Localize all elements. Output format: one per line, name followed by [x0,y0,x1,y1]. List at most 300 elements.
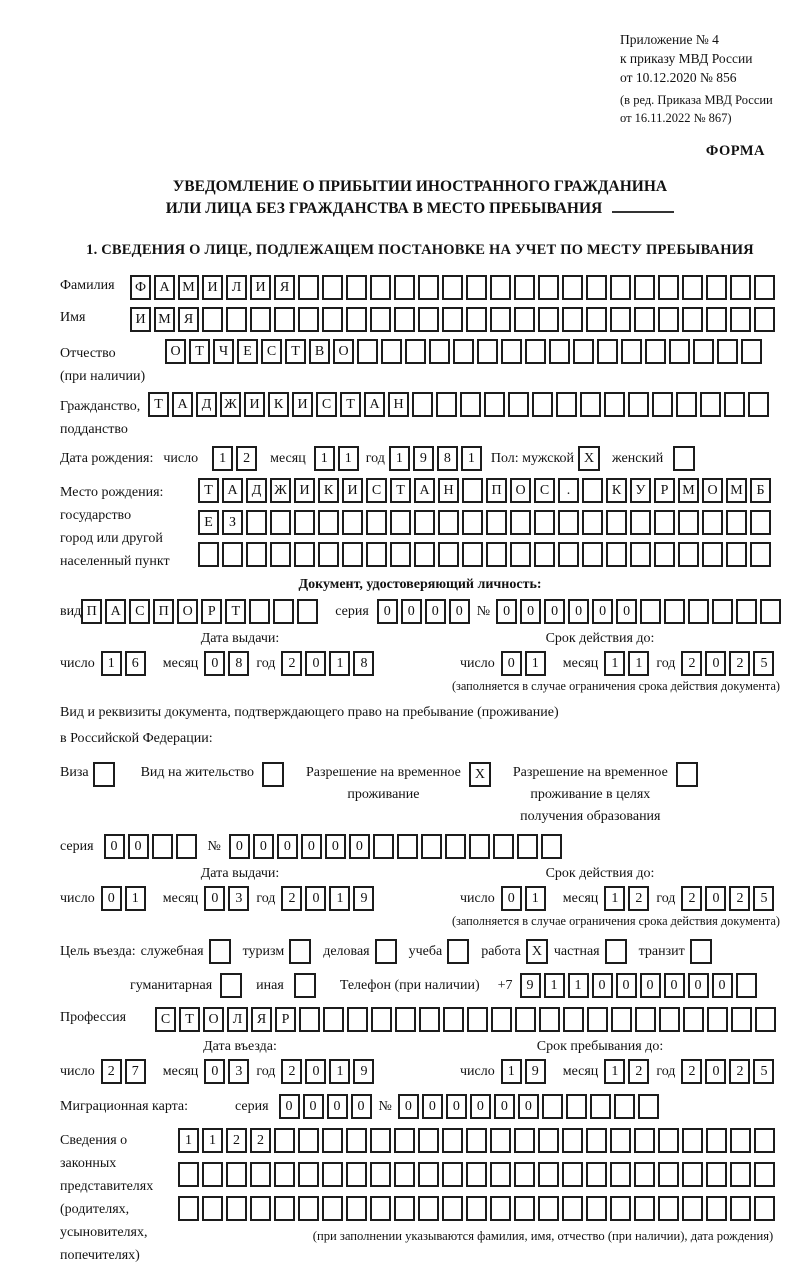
char-cell[interactable]: 0 [301,834,322,859]
purpose-other-checkbox[interactable] [294,973,316,998]
male-checkbox[interactable]: X [578,446,600,471]
char-cell[interactable] [270,542,291,567]
char-cell[interactable] [586,1196,607,1221]
char-cell[interactable]: 1 [544,973,565,998]
char-cell[interactable]: 1 [338,446,359,471]
char-cell[interactable] [514,1128,535,1153]
char-cell[interactable] [634,1196,655,1221]
char-cell[interactable] [249,599,270,624]
char-cell[interactable]: 0 [568,599,589,624]
char-cell[interactable] [445,834,466,859]
char-cell[interactable] [418,1196,439,1221]
char-cell[interactable]: 0 [664,973,685,998]
char-cell[interactable] [294,542,315,567]
char-cell[interactable]: Я [274,275,295,300]
char-cell[interactable]: Ж [270,478,291,503]
char-cell[interactable] [226,307,247,332]
char-cell[interactable]: С [534,478,555,503]
char-cell[interactable] [730,307,751,332]
char-cell[interactable]: 0 [449,599,470,624]
residence-permit-checkbox[interactable] [262,762,284,787]
char-cell[interactable] [490,275,511,300]
char-cell[interactable] [730,275,751,300]
char-cell[interactable]: 0 [640,973,661,998]
char-cell[interactable]: 0 [425,599,446,624]
char-cell[interactable]: 0 [305,651,326,676]
char-cell[interactable]: 2 [729,651,750,676]
char-cell[interactable] [510,542,531,567]
char-cell[interactable] [658,1196,679,1221]
char-cell[interactable] [370,275,391,300]
char-cell[interactable]: 0 [501,886,522,911]
char-cell[interactable] [754,1128,775,1153]
char-cell[interactable] [563,1007,584,1032]
char-cell[interactable] [587,1007,608,1032]
char-cell[interactable] [562,1196,583,1221]
char-cell[interactable]: . [558,478,579,503]
char-cell[interactable]: О [165,339,186,364]
char-cell[interactable]: Е [198,510,219,535]
char-cell[interactable] [515,1007,536,1032]
char-cell[interactable] [586,1162,607,1187]
char-cell[interactable]: П [81,599,102,624]
char-cell[interactable]: 0 [501,651,522,676]
char-cell[interactable] [442,307,463,332]
char-cell[interactable] [501,339,522,364]
char-cell[interactable] [517,834,538,859]
char-cell[interactable]: 1 [314,446,335,471]
char-cell[interactable] [562,1128,583,1153]
char-cell[interactable] [682,1162,703,1187]
char-cell[interactable]: Ж [220,392,241,417]
char-cell[interactable]: Т [198,478,219,503]
char-cell[interactable] [273,599,294,624]
char-cell[interactable] [510,510,531,535]
char-cell[interactable] [562,1162,583,1187]
char-cell[interactable]: 1 [329,651,350,676]
char-cell[interactable]: 0 [325,834,346,859]
char-cell[interactable] [395,1007,416,1032]
female-checkbox[interactable] [673,446,695,471]
char-cell[interactable] [397,834,418,859]
char-cell[interactable] [246,542,267,567]
char-cell[interactable] [477,339,498,364]
char-cell[interactable]: Л [227,1007,248,1032]
char-cell[interactable]: Р [201,599,222,624]
char-cell[interactable] [736,973,757,998]
char-cell[interactable]: О [333,339,354,364]
char-cell[interactable] [298,1128,319,1153]
char-cell[interactable] [582,510,603,535]
char-cell[interactable]: С [316,392,337,417]
char-cell[interactable] [466,275,487,300]
char-cell[interactable] [250,307,271,332]
char-cell[interactable]: И [202,275,223,300]
char-cell[interactable]: Е [237,339,258,364]
char-cell[interactable] [514,1196,535,1221]
char-cell[interactable]: 1 [202,1128,223,1153]
char-cell[interactable] [346,1128,367,1153]
char-cell[interactable]: Я [251,1007,272,1032]
char-cell[interactable]: 2 [226,1128,247,1153]
char-cell[interactable]: А [172,392,193,417]
char-cell[interactable] [274,307,295,332]
char-cell[interactable]: С [261,339,282,364]
char-cell[interactable] [706,1196,727,1221]
char-cell[interactable] [645,339,666,364]
char-cell[interactable]: 0 [520,599,541,624]
char-cell[interactable] [750,510,771,535]
char-cell[interactable] [250,1196,271,1221]
char-cell[interactable]: Л [226,275,247,300]
char-cell[interactable] [274,1128,295,1153]
char-cell[interactable]: 2 [101,1059,122,1084]
char-cell[interactable] [654,510,675,535]
char-cell[interactable] [394,275,415,300]
char-cell[interactable]: 0 [688,973,709,998]
char-cell[interactable] [322,1128,343,1153]
char-cell[interactable]: 0 [496,599,517,624]
char-cell[interactable]: 0 [616,599,637,624]
char-cell[interactable]: Ф [130,275,151,300]
char-cell[interactable] [634,1162,655,1187]
char-cell[interactable]: И [250,275,271,300]
char-cell[interactable] [628,392,649,417]
char-cell[interactable] [462,478,483,503]
char-cell[interactable] [486,542,507,567]
char-cell[interactable] [688,599,709,624]
char-cell[interactable]: М [178,275,199,300]
char-cell[interactable] [712,599,733,624]
char-cell[interactable]: 0 [616,973,637,998]
char-cell[interactable] [634,275,655,300]
char-cell[interactable] [202,1162,223,1187]
char-cell[interactable]: И [342,478,363,503]
char-cell[interactable]: Т [390,478,411,503]
char-cell[interactable]: К [268,392,289,417]
char-cell[interactable] [597,339,618,364]
char-cell[interactable] [294,510,315,535]
char-cell[interactable]: 0 [377,599,398,624]
char-cell[interactable] [178,1196,199,1221]
char-cell[interactable] [297,599,318,624]
char-cell[interactable]: 3 [228,886,249,911]
char-cell[interactable] [659,1007,680,1032]
char-cell[interactable] [490,1196,511,1221]
char-cell[interactable]: О [510,478,531,503]
char-cell[interactable]: 2 [281,886,302,911]
char-cell[interactable]: 0 [398,1094,419,1119]
char-cell[interactable] [442,1162,463,1187]
char-cell[interactable] [538,1196,559,1221]
char-cell[interactable] [299,1007,320,1032]
char-cell[interactable]: 0 [592,973,613,998]
char-cell[interactable] [443,1007,464,1032]
char-cell[interactable] [462,542,483,567]
char-cell[interactable] [438,542,459,567]
char-cell[interactable]: А [222,478,243,503]
char-cell[interactable] [370,1128,391,1153]
char-cell[interactable] [322,1196,343,1221]
char-cell[interactable]: 0 [204,886,225,911]
char-cell[interactable] [634,1128,655,1153]
char-cell[interactable] [371,1007,392,1032]
char-cell[interactable]: 1 [604,886,625,911]
char-cell[interactable] [754,1162,775,1187]
char-cell[interactable] [347,1007,368,1032]
char-cell[interactable] [298,1196,319,1221]
char-cell[interactable] [590,1094,611,1119]
temp-permit-edu-checkbox[interactable] [676,762,698,787]
char-cell[interactable]: 2 [729,886,750,911]
char-cell[interactable] [390,542,411,567]
char-cell[interactable]: И [130,307,151,332]
char-cell[interactable] [541,834,562,859]
char-cell[interactable]: 0 [401,599,422,624]
char-cell[interactable] [658,1162,679,1187]
char-cell[interactable] [582,478,603,503]
char-cell[interactable] [683,1007,704,1032]
char-cell[interactable] [394,307,415,332]
char-cell[interactable]: 7 [125,1059,146,1084]
char-cell[interactable]: О [702,478,723,503]
char-cell[interactable] [466,1128,487,1153]
char-cell[interactable] [678,510,699,535]
char-cell[interactable] [490,1162,511,1187]
char-cell[interactable] [754,275,775,300]
char-cell[interactable] [562,307,583,332]
char-cell[interactable] [726,510,747,535]
char-cell[interactable]: Т [225,599,246,624]
char-cell[interactable]: 1 [525,886,546,911]
char-cell[interactable] [414,510,435,535]
char-cell[interactable] [652,392,673,417]
char-cell[interactable]: 8 [353,651,374,676]
char-cell[interactable]: 1 [329,1059,350,1084]
char-cell[interactable] [405,339,426,364]
char-cell[interactable]: 3 [228,1059,249,1084]
char-cell[interactable]: 0 [592,599,613,624]
char-cell[interactable] [373,834,394,859]
char-cell[interactable] [621,339,642,364]
char-cell[interactable] [606,542,627,567]
char-cell[interactable] [490,307,511,332]
char-cell[interactable]: 8 [228,651,249,676]
char-cell[interactable] [638,1094,659,1119]
char-cell[interactable]: О [203,1007,224,1032]
char-cell[interactable] [556,392,577,417]
char-cell[interactable] [466,1196,487,1221]
char-cell[interactable]: Т [179,1007,200,1032]
char-cell[interactable]: 0 [303,1094,324,1119]
char-cell[interactable] [538,307,559,332]
char-cell[interactable] [682,307,703,332]
char-cell[interactable]: 0 [204,651,225,676]
char-cell[interactable] [394,1128,415,1153]
char-cell[interactable]: 2 [729,1059,750,1084]
char-cell[interactable]: 0 [470,1094,491,1119]
char-cell[interactable] [346,1196,367,1221]
char-cell[interactable] [342,542,363,567]
char-cell[interactable] [754,1196,775,1221]
char-cell[interactable] [682,1196,703,1221]
char-cell[interactable]: М [678,478,699,503]
char-cell[interactable] [634,307,655,332]
char-cell[interactable]: 5 [753,1059,774,1084]
char-cell[interactable] [421,834,442,859]
char-cell[interactable]: 0 [705,886,726,911]
char-cell[interactable] [322,275,343,300]
char-cell[interactable] [370,1196,391,1221]
char-cell[interactable]: Д [246,478,267,503]
char-cell[interactable]: 0 [494,1094,515,1119]
char-cell[interactable] [412,392,433,417]
char-cell[interactable] [298,307,319,332]
char-cell[interactable] [676,392,697,417]
char-cell[interactable] [390,510,411,535]
char-cell[interactable]: Т [148,392,169,417]
char-cell[interactable] [250,1162,271,1187]
char-cell[interactable]: 0 [104,834,125,859]
purpose-humanitarian-checkbox[interactable] [220,973,242,998]
char-cell[interactable] [604,392,625,417]
char-cell[interactable] [346,307,367,332]
char-cell[interactable]: 0 [518,1094,539,1119]
char-cell[interactable] [534,510,555,535]
char-cell[interactable] [486,510,507,535]
char-cell[interactable] [394,1162,415,1187]
char-cell[interactable] [630,510,651,535]
char-cell[interactable] [573,339,594,364]
char-cell[interactable]: 0 [705,1059,726,1084]
char-cell[interactable] [558,542,579,567]
char-cell[interactable]: К [318,478,339,503]
char-cell[interactable]: 0 [712,973,733,998]
char-cell[interactable] [682,275,703,300]
char-cell[interactable] [346,1162,367,1187]
char-cell[interactable] [558,510,579,535]
char-cell[interactable] [658,307,679,332]
char-cell[interactable] [414,542,435,567]
char-cell[interactable]: 0 [349,834,370,859]
char-cell[interactable] [635,1007,656,1032]
purpose-transit-checkbox[interactable] [690,939,712,964]
char-cell[interactable] [442,1196,463,1221]
char-cell[interactable] [370,1162,391,1187]
char-cell[interactable] [438,510,459,535]
char-cell[interactable] [760,599,781,624]
char-cell[interactable] [202,1196,223,1221]
char-cell[interactable]: 6 [125,651,146,676]
char-cell[interactable] [586,275,607,300]
char-cell[interactable] [514,275,535,300]
char-cell[interactable]: 0 [229,834,250,859]
char-cell[interactable] [736,599,757,624]
char-cell[interactable] [610,1128,631,1153]
char-cell[interactable] [514,307,535,332]
purpose-study-checkbox[interactable] [447,939,469,964]
char-cell[interactable] [525,339,546,364]
char-cell[interactable] [226,1162,247,1187]
char-cell[interactable] [682,1128,703,1153]
char-cell[interactable] [467,1007,488,1032]
char-cell[interactable] [322,307,343,332]
char-cell[interactable] [366,542,387,567]
char-cell[interactable] [586,1128,607,1153]
char-cell[interactable] [640,599,661,624]
char-cell[interactable] [226,1196,247,1221]
char-cell[interactable] [731,1007,752,1032]
char-cell[interactable] [514,1162,535,1187]
char-cell[interactable] [730,1196,751,1221]
char-cell[interactable] [706,307,727,332]
char-cell[interactable] [706,275,727,300]
char-cell[interactable] [534,542,555,567]
purpose-business-checkbox[interactable] [375,939,397,964]
char-cell[interactable]: Р [275,1007,296,1032]
char-cell[interactable] [542,1094,563,1119]
char-cell[interactable] [580,392,601,417]
char-cell[interactable] [586,307,607,332]
char-cell[interactable] [418,307,439,332]
purpose-official-checkbox[interactable] [209,939,231,964]
char-cell[interactable]: 0 [277,834,298,859]
char-cell[interactable]: 0 [305,886,326,911]
char-cell[interactable] [706,1162,727,1187]
char-cell[interactable] [669,339,690,364]
char-cell[interactable] [693,339,714,364]
char-cell[interactable] [724,392,745,417]
char-cell[interactable]: Р [654,478,675,503]
char-cell[interactable] [469,834,490,859]
char-cell[interactable]: 5 [753,886,774,911]
char-cell[interactable] [707,1007,728,1032]
char-cell[interactable] [462,510,483,535]
char-cell[interactable]: А [364,392,385,417]
char-cell[interactable] [741,339,762,364]
char-cell[interactable]: 0 [705,651,726,676]
purpose-work-checkbox[interactable]: X [526,939,548,964]
purpose-private-checkbox[interactable] [605,939,627,964]
char-cell[interactable]: А [154,275,175,300]
char-cell[interactable] [366,510,387,535]
char-cell[interactable]: 1 [101,651,122,676]
char-cell[interactable]: 2 [628,1059,649,1084]
char-cell[interactable]: 0 [446,1094,467,1119]
char-cell[interactable]: И [294,478,315,503]
char-cell[interactable] [582,542,603,567]
char-cell[interactable]: 1 [604,1059,625,1084]
char-cell[interactable]: 2 [681,1059,702,1084]
temp-permit-checkbox[interactable]: X [469,762,491,787]
char-cell[interactable] [274,1162,295,1187]
char-cell[interactable]: 0 [305,1059,326,1084]
char-cell[interactable]: 9 [353,886,374,911]
char-cell[interactable]: 8 [437,446,458,471]
char-cell[interactable]: 0 [544,599,565,624]
char-cell[interactable] [726,542,747,567]
char-cell[interactable] [610,1162,631,1187]
char-cell[interactable]: У [630,478,651,503]
char-cell[interactable]: 2 [281,1059,302,1084]
char-cell[interactable] [658,1128,679,1153]
char-cell[interactable]: 5 [753,651,774,676]
char-cell[interactable]: Т [285,339,306,364]
char-cell[interactable] [466,1162,487,1187]
char-cell[interactable]: А [414,478,435,503]
char-cell[interactable]: 0 [422,1094,443,1119]
char-cell[interactable] [706,1128,727,1153]
